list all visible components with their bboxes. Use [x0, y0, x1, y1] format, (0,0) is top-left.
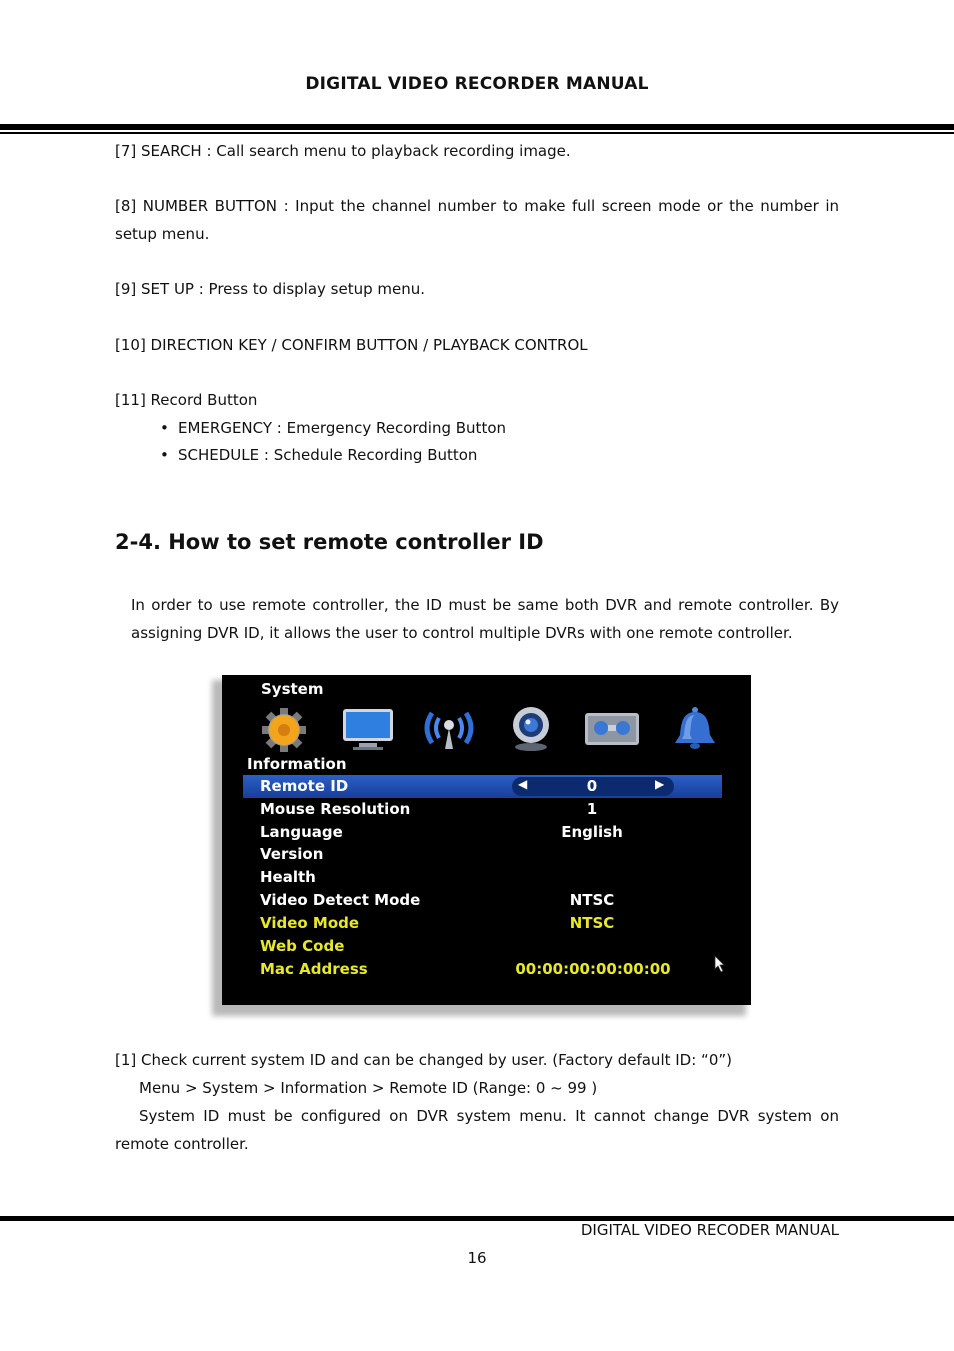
row-label-remote-id[interactable]: Remote ID	[260, 777, 349, 795]
section-intro: In order to use remote controller, the ID must be same both DVR and remote controller. By assigning DVR ID, it allows the user to control multiple DVRs with one remote controller.	[131, 596, 839, 642]
arrow-right-icon[interactable]: ▶	[655, 777, 665, 791]
screen-subtitle: Information	[247, 755, 347, 773]
row-value-video-mode: NTSC	[569, 914, 615, 932]
note-line-1: [1] Check current system ID and can be changed by user. (Factory default ID: “0”)	[115, 1051, 732, 1069]
bullet-dot: •	[160, 446, 169, 464]
gear-icon[interactable]	[254, 703, 316, 753]
record-bullet	[160, 414, 506, 442]
wireless-icon[interactable]	[418, 703, 480, 753]
screen-title: System	[261, 680, 324, 698]
row-value-video-detect-mode: NTSC	[569, 891, 615, 909]
row-label-language[interactable]: Language	[260, 823, 343, 841]
bullet-text: SCHEDULE : Schedule Recording Button	[178, 446, 478, 464]
footer-title: DIGITAL VIDEO RECODER MANUAL	[580, 1221, 839, 1239]
record-bullet	[160, 441, 477, 469]
item-direction: [10] DIRECTION KEY / CONFIRM BUTTON / PLAYBACK CONTROL	[115, 336, 588, 354]
note-line-2: Menu > System > Information > Remote ID (Range: 0 ~ 99 )	[139, 1079, 598, 1097]
storage-icon[interactable]	[581, 703, 643, 753]
row-label-health[interactable]: Health	[260, 868, 316, 886]
row-value-language: English	[561, 823, 623, 841]
note-line-3: System ID must be configured on DVR system menu. It cannot change DVR system on remote controller.	[115, 1107, 839, 1153]
dvr-system-screen	[222, 675, 751, 1005]
arrow-left-icon[interactable]: ◀	[518, 777, 528, 791]
row-label-video-mode[interactable]: Video Mode	[260, 914, 360, 932]
row-label-web-code[interactable]: Web Code	[260, 937, 345, 955]
row-value-remote-id[interactable]: 0	[586, 777, 598, 795]
section-heading: 2-4. How to set remote controller ID	[115, 530, 544, 554]
header-rule-thin	[0, 132, 954, 134]
monitor-icon[interactable]	[337, 703, 399, 753]
bullet-dot: •	[160, 419, 169, 437]
bullet-text: EMERGENCY : Emergency Recording Button	[178, 419, 507, 437]
row-value-mouse-resolution: 1	[586, 800, 598, 818]
header-title: DIGITAL VIDEO RECORDER MANUAL	[305, 74, 649, 94]
header-rule-thick	[0, 124, 954, 130]
page-number: 16	[467, 1249, 487, 1267]
row-label-version[interactable]: Version	[260, 845, 324, 863]
mouse-cursor-icon	[714, 955, 726, 977]
item-setup: [9] SET UP : Press to display setup menu.	[115, 280, 426, 298]
row-label-video-detect-mode[interactable]: Video Detect Mode	[260, 891, 421, 909]
webcam-icon[interactable]	[500, 703, 562, 753]
item-record: [11] Record Button	[115, 391, 258, 409]
item-search: [7] SEARCH : Call search menu to playback recording image.	[115, 142, 571, 160]
row-label-mac-address[interactable]: Mac Address	[260, 960, 368, 978]
item-number-button: [8] NUMBER BUTTON : Input the channel number to make full screen mode or the number in setup menu.	[115, 197, 839, 243]
row-label-mouse-resolution[interactable]: Mouse Resolution	[260, 800, 411, 818]
row-value-mac-address: 00:00:00:00:00:00	[515, 960, 671, 978]
bell-icon[interactable]	[664, 703, 726, 753]
